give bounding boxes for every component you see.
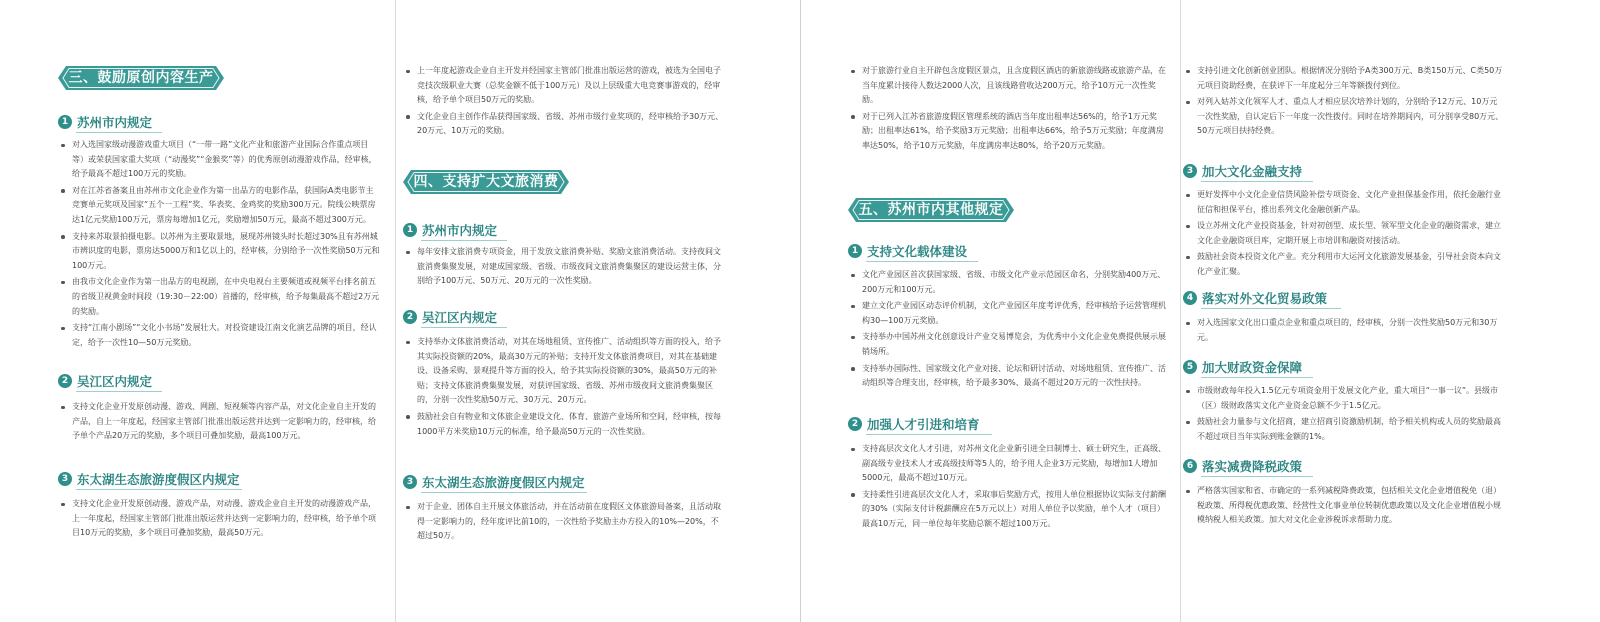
item-list [403,335,725,441]
subheading-title: 吴江区内规定 [422,310,498,325]
section-banner-4 [403,170,569,194]
number-badge: 1 [848,244,862,258]
subheading-3 [1183,162,1302,180]
number-badge: 2 [403,310,417,324]
list-item: 鼓励社会力量参与文化招商，建立招商引资激励机制，给予相关机构或人员的奖励最高不超过项目当年实际到账金额的1%。 [1183,415,1505,444]
subheading-underline [1201,308,1341,309]
item-list [848,442,1170,534]
list-item: 市级财政每年投入1.5亿元专项资金用于发展文化产业，重大项目“一事一议”。县级市（区）级财政落实文化产业资金总额不少于1.5亿元。 [1183,384,1505,413]
list-item: 上一年度起游戏企业自主开发并经国家主管部门批准出版运营的游戏，被选为全国电子竞技次级职业大赛（总奖金额不低于100万元）及以上层级重大电竞赛事游戏的，经审核，给予单个项目50万元的奖励。 [403,64,725,108]
subheading-title: 加大财政资金保障 [1202,360,1303,375]
column-divider [1180,0,1181,622]
subheading-3 [58,470,240,488]
number-badge: 2 [58,374,72,388]
list-item: 每年安排文旅消费专项资金，用于发放文旅消费补贴、奖励文旅消费活动。支持夜间文旅消费集聚发展，对建成国家级、省级、市级夜间文旅消费集聚区的建设运营主体，分别给予100万元、50万元、20万元的一次性奖励。 [403,245,725,289]
subheading-title: 加强人才引进和培育 [867,417,980,432]
list-item: 由我市文化企业作为第一出品方的电视剧，在中央电视台主要频道或视频平台排名前五的省级卫视黄金时间段（19:30－22:00）首播的，经审核，给予每集最高不超过2万元的奖励。 [58,275,380,319]
subheading-underline [1201,476,1313,477]
subheading-title: 东太湖生态旅游度假区内规定 [422,475,585,490]
subheading-underline [1201,181,1313,182]
column-divider [395,0,396,622]
item-list [403,245,725,291]
list-item: 鼓励社会资本投资文化产业。充分利用市大运河文化旅游发展基金，引导社会资本向文化产业汇聚。 [1183,250,1505,279]
number-badge: 6 [1183,459,1197,473]
list-item: 对入选国家文化出口重点企业和重点项目的，经审核，分别一次性奖励50万元和30万元。 [1183,316,1505,345]
list-item: 设立苏州文化产业投资基金，针对初创型、成长型、领军型文化企业的融资需求，建立文化企业融资项目库，定期开展上市培训和融资对接活动。 [1183,219,1505,248]
item-list [848,268,1170,393]
list-item: 支持文化企业开发原创动漫、游戏、网剧、短视频等内容产品，对文化企业自主开发的产品，自上一年度起，经国家主管部门批准出版运营并达到一定影响力的，经审核，给予单个产品20万元的奖励，多个项目可叠加奖励，最高100万元。 [58,400,380,444]
subheading-title: 加大文化金融支持 [1202,164,1303,179]
subheading-title: 落实减费降税政策 [1202,459,1303,474]
list-item: 文化产业园区首次获国家级、省级、市级文化产业示范园区命名，分别奖励400万元、200万元和100万元。 [848,268,1170,297]
list-item: 支持引进文化创新创业团队。根据情况分别给予A类300万元、B类150万元、C类50万元项目资助经费，在获评下一年度起分三年等额拨付到位。 [1183,64,1505,93]
subheading-underline [866,434,992,435]
number-badge: 1 [403,223,417,237]
subheading-title: 苏州市内规定 [422,223,498,238]
list-item: 严格落实国家和省、市确定的一系列减税降费政策，包括相关文化企业增值税免（退）税政策、所得税优惠政策、经营性文化事业单位转制优惠政策以及文化企业增值税小规模纳税人相关政策。加大对文化企业涉税诉求帮助力度。 [1183,484,1505,528]
section-title: 五、苏州市内其他规定 [858,202,1004,218]
subheading-underline [421,492,587,493]
subheading-title: 东太湖生态旅游度假区内规定 [77,472,240,487]
list-item: 对列入姑苏文化领军人才、重点人才相应层次培养计划的，分别给予12万元、10万元一次性奖励，自认定后下一年度一次性拨付。同时在培养期间内，可分别享受80万元、50万元项目扶持经费。 [1183,95,1505,139]
item-list [58,138,380,352]
item-list [1183,64,1505,141]
item-list [1183,316,1505,347]
item-list [403,500,725,546]
section-title: 四、支持扩大文旅消费 [413,174,559,190]
list-item: 支持举办中国苏州文化创意设计产业交易博览会，为优秀中小文化企业免费提供展示展销场所。 [848,330,1170,359]
subheading-1 [58,113,152,131]
list-item: 建立文化产业园区动态评价机制，文化产业园区年度考评优秀，经审核给予运营管理机构30—100万元奖励。 [848,299,1170,328]
number-badge: 1 [58,115,72,129]
list-item: 支持高层次文化人才引进，对苏州文化企业新引进全日制博士、硕士研究生，正高级、副高级专业技术人才或高级技师等5人的，给予用人企业3万元奖励，每增加1人增加5000元，最高不超过10万元。 [848,442,1170,486]
subheading-6 [1183,457,1302,475]
list-item: 对于已列入江苏省旅游度假区管理系统的酒店当年度出租率达56%的，给予1万元奖励；出租率达61%，给予奖励3万元奖励；出租率达66%，给予5万元奖励；年度满房率达50%，给予10万元奖励，年度满房率达80%，给予20万元奖励。 [848,110,1170,154]
subheading-1 [403,221,497,239]
list-item: 对入选国家级动漫游戏重大项目（“一带一路”文化产业和旅游产业国际合作重点项目等）或荣获国家重大奖项（“动漫奖”“金猴奖”等）的优秀原创动漫游戏作品，经审核，给予最高不超过100万元的奖励。 [58,138,380,182]
number-badge: 3 [403,475,417,489]
item-list [1183,188,1505,282]
subheading-2 [58,372,152,390]
number-badge: 3 [1183,164,1197,178]
subheading-2 [403,308,497,326]
section-banner-3 [58,66,224,90]
subheading-underline [421,240,507,241]
subheading-title: 落实对外文化贸易政策 [1202,291,1328,306]
number-badge: 2 [848,417,862,431]
list-item: 支持举办文体旅消费活动，对其在场地租赁、宣传推广、活动组织等方面的投入，给予其实际投资额的20%，最高30万元的补贴；支持开发文体旅消费项目，对其在基础建设、设备采购、景观提升等方面的投入，给予其实际投资额的30%，最高50万元的补贴；支持文体旅消费集聚发展，对获评国家级、省级、苏州市级夜间文旅消费集聚区的，分别一次性奖励50万元、30万元、20万元。 [403,335,725,408]
item-list [848,64,1170,156]
subheading-title: 支持文化载体建设 [867,244,968,259]
list-item: 支持文化企业开发原创动漫、游戏产品，对动漫、游戏企业自主开发的动漫游戏产品，上一年度起，经国家主管部门批准出版运营并达到一定影响力的，经审核，给予单个项目10万元的奖励，多个项目可叠加奖励，最高50万元。 [58,497,380,541]
subheading-2 [848,415,980,433]
subheading-underline [866,261,978,262]
subheading-underline [76,391,162,392]
subheading-3 [403,473,585,491]
subheading-title: 吴江区内规定 [77,374,153,389]
subheading-1 [848,242,967,260]
item-list [403,64,725,141]
subheading-underline [76,132,162,133]
number-badge: 4 [1183,291,1197,305]
subheading-underline [421,327,507,328]
list-item: 对于旅游行业自主开辟包含度假区景点，且含度假区酒店的新旅游线路或旅游产品，在当年度累计接待人数达2000人次，且该线路营收达200万元，给予10万元一次性奖励。 [848,64,1170,108]
list-item: 支持柔性引进高层次文化人才，采取事后奖励方式，按用人单位根据协议实际支付薪酬的30%（实际支付计税薪酬应在5万元以上）对用人单位予以奖励，单个人才（项目）最高10万元，同一单位每年奖励总额不超过100万元。 [848,488,1170,532]
number-badge: 3 [58,472,72,486]
subheading-title: 苏州市内规定 [77,115,153,130]
subheading-4 [1183,289,1327,307]
item-list [1183,484,1505,530]
list-item: 更好发挥中小文化企业信贷风险补偿专项资金、文化产业担保基金作用，依托金融行业征信和担保平台，推出系列文化金融创新产品。 [1183,188,1505,217]
subheading-underline [76,489,242,490]
list-item: 支持来苏取景拍摄电影。以苏州为主要取景地，展现苏州镜头时长超过30%且有苏州城市辨识度的电影，票房达5000万和1亿以上的，经审核，分别给予一次性奖励50万元和100万元。 [58,230,380,274]
page-fold-divider [800,0,801,622]
list-item: 鼓励社会自有物业和文体旅企业建设文化、体育、旅游产业场所和空间，经审核，按每1000平方米奖励10万元的标准，给予最高50万元的一次性奖励。 [403,410,725,439]
subheading-underline [1201,377,1313,378]
subheading-5 [1183,358,1302,376]
list-item: 对于企业、团体自主开展文体旅活动，并在活动前在度假区文体旅游局备案，且活动取得一定影响力的，经年度评比前10的，一次性给予奖励主办方投入的10%—20%，不超过50万。 [403,500,725,544]
item-list [58,400,380,446]
number-badge: 5 [1183,360,1197,374]
section-title: 三、鼓励原创内容生产 [68,70,214,86]
list-item: 对在江苏省备案且由苏州市文化企业作为第一出品方的电影作品，获国际A类电影节主竞赛单元奖项及国家“五个一工程”奖、华表奖、金鸡奖的奖励300万元。院线公映票房达1亿元奖励100万元，票房每增加1亿元，奖励增加50万元，最高不超过300万元。 [58,184,380,228]
item-list [58,497,380,543]
list-item: 支持举办国际性、国家级文化产业对接、论坛和研讨活动、对场地租赁、宣传推广、活动组织等合理支出，经审核，给予最多30%、最高不超过20万元的一次性扶持。 [848,362,1170,391]
section-banner-5 [848,198,1014,222]
item-list [1183,384,1505,446]
list-item: 文化企业自主创作作品获得国家级、省级、苏州市级行业奖项的，经审核给予30万元、20万元、10万元的奖励。 [403,110,725,139]
list-item: 支持“江南小剧场”“文化小书场”发展壮大。对投资建设江南文化演艺品牌的项目，经认定，给予一次性10—50万元奖励。 [58,321,380,350]
